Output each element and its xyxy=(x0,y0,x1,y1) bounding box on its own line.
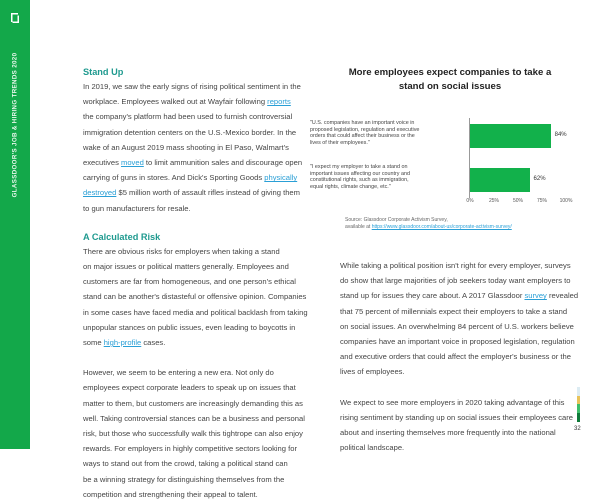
text-line: that 75 percent of millennials expect their employers to take a stand xyxy=(340,306,568,316)
bar-value-1: 84% xyxy=(554,132,567,138)
bar-label-2: "I expect my employer to take a stand on important issues affecting our country and constitutional rights, such as immigration, equal rights, climate change, etc." xyxy=(310,164,410,190)
text-line: risk, but those who successfully walk this tightrope can also enjoy xyxy=(83,429,303,439)
text-line: ways to stand out from the crowd, taking a political stand can xyxy=(83,459,288,469)
inline-link[interactable]: high-profile xyxy=(103,338,142,348)
text-line: stand can be another's distasteful or offensive opinion. Companies xyxy=(83,292,307,302)
paragraph-calculated-risk xyxy=(83,244,308,350)
sidebar xyxy=(0,0,30,449)
text-line: on major issues or political matters generally. Employees and xyxy=(83,262,289,272)
paragraph-stand-up xyxy=(83,79,301,216)
text-line: We expect to see more employers in 2020 taking advantage of this xyxy=(340,397,565,407)
text-line: do show that large majorities of job seekers today want employers to xyxy=(340,276,571,286)
page-number: 32 xyxy=(574,426,581,432)
text-line: In 2019, we saw the early signs of rising political sentiment in the xyxy=(83,82,301,91)
x-tick-label: 75% xyxy=(536,198,548,204)
text-line: stand up for issues they care about. A 2017 Glassdoor survey revealed xyxy=(340,291,579,301)
bar-84 xyxy=(470,124,551,148)
text-line: wake of an August 2019 mass shooting in El Paso, Walmart's xyxy=(83,142,289,152)
text-line: to gun manufacturers for resale. xyxy=(83,203,191,213)
text-line: rewards. For employers in highly competitive sectors looking for xyxy=(83,444,297,454)
text-line: well. Taking controversial stances can be a business and personal xyxy=(83,413,305,423)
report-title: GLASSDOOR'S JOB & HIRING TRENDS 2020 xyxy=(11,52,19,198)
glassdoor-logo-icon xyxy=(10,11,20,25)
x-tick-label: 25% xyxy=(488,198,500,204)
text-line: workplace. Employees walked out at Wayfair following reports xyxy=(83,97,291,107)
text-line: matter to them, but customers are increasingly demanding this as xyxy=(83,398,303,408)
bar-label-1: "U.S. companies have an important voice in proposed legislation, regulation and executive orders that could affect their business or the lives of their employees." xyxy=(310,120,420,146)
text-line: However, we seem to be entering a new era. Not only do xyxy=(83,368,274,378)
text-line: destroyed $5 million worth of assault rifles instead of giving them xyxy=(83,188,300,198)
text-line: rising sentiment by standing up on social issues their employees care xyxy=(340,412,573,422)
text-line: on social issues. An overwhelming 84 percent of U.S. workers believe xyxy=(340,321,574,331)
chart-title: More employees expect companies to take a stand on social issues xyxy=(348,67,552,92)
left-column xyxy=(83,66,308,502)
text-line: competition and strengthening their appeal to talent. xyxy=(83,489,258,499)
survey-source-link[interactable]: https://www.glassdoor.com/about-us/corporate-activism-survey/ xyxy=(371,224,512,231)
inline-link[interactable]: moved xyxy=(121,158,144,168)
inline-link[interactable]: survey xyxy=(524,291,547,301)
text-line: employees expect corporate leaders to speak up on issues that xyxy=(83,383,296,393)
bar-value-2: 62% xyxy=(533,176,546,182)
bar-62 xyxy=(470,168,530,192)
text-line: the company's platform had been used to furnish controversial xyxy=(83,112,293,122)
text-line: and executive orders that could affect the employer's business or the xyxy=(340,352,571,362)
text-line: companies have an important voice in proposed legislation, regulation xyxy=(340,337,575,347)
bar-chart xyxy=(310,118,580,208)
text-line: carrying of guns in stores. And Dick's Sporting Goods physically xyxy=(83,173,298,183)
text-line: in some cases have faced media and political backlash from taking xyxy=(83,307,308,317)
heading-stand-up: Stand Up xyxy=(83,67,124,77)
page-color-strip xyxy=(577,387,580,422)
text-line: be a winning strategy for distinguishing themselves from the xyxy=(83,474,285,484)
heading-calculated-risk: A Calculated Risk xyxy=(83,231,161,242)
x-tick-label: 50% xyxy=(512,198,524,204)
paragraph-expectation xyxy=(340,395,580,456)
text-line: While taking a political position isn't right for every employer, surveys xyxy=(340,261,571,270)
text-line: executives moved to limit ammunition sales and discourage open xyxy=(83,158,303,168)
paragraph-new-era xyxy=(83,365,305,502)
inline-link[interactable]: physically xyxy=(264,173,298,183)
x-tick-label: 0% xyxy=(466,198,474,204)
text-line: about and inserting themselves more frequently into the national xyxy=(340,428,556,438)
text-line: political landscape. xyxy=(340,443,405,453)
text-line: lives of employees. xyxy=(340,367,405,377)
text-line: some high-profile cases. xyxy=(83,338,166,348)
text-line: immigration detention centers on the U.S.-Mexico border. In the xyxy=(83,127,297,137)
right-column xyxy=(340,258,580,455)
text-line: customers are far from homogeneous, and one person's ethical xyxy=(83,277,296,287)
chart-source: Source: Glassdoor Corporate Activism Survey, available at https://www.glassdoor.com/about-us/corporate-activism-survey/ xyxy=(345,217,512,231)
text-line: unpopular stances on public issues, even leading to boycotts in xyxy=(83,322,296,332)
x-tick-label: 100% xyxy=(559,198,573,204)
text-line: There are obvious risks for employers when taking a stand xyxy=(83,246,280,256)
inline-link[interactable]: destroyed xyxy=(83,188,117,198)
inline-link[interactable]: reports xyxy=(267,97,291,107)
paragraph-surveys xyxy=(340,258,580,380)
